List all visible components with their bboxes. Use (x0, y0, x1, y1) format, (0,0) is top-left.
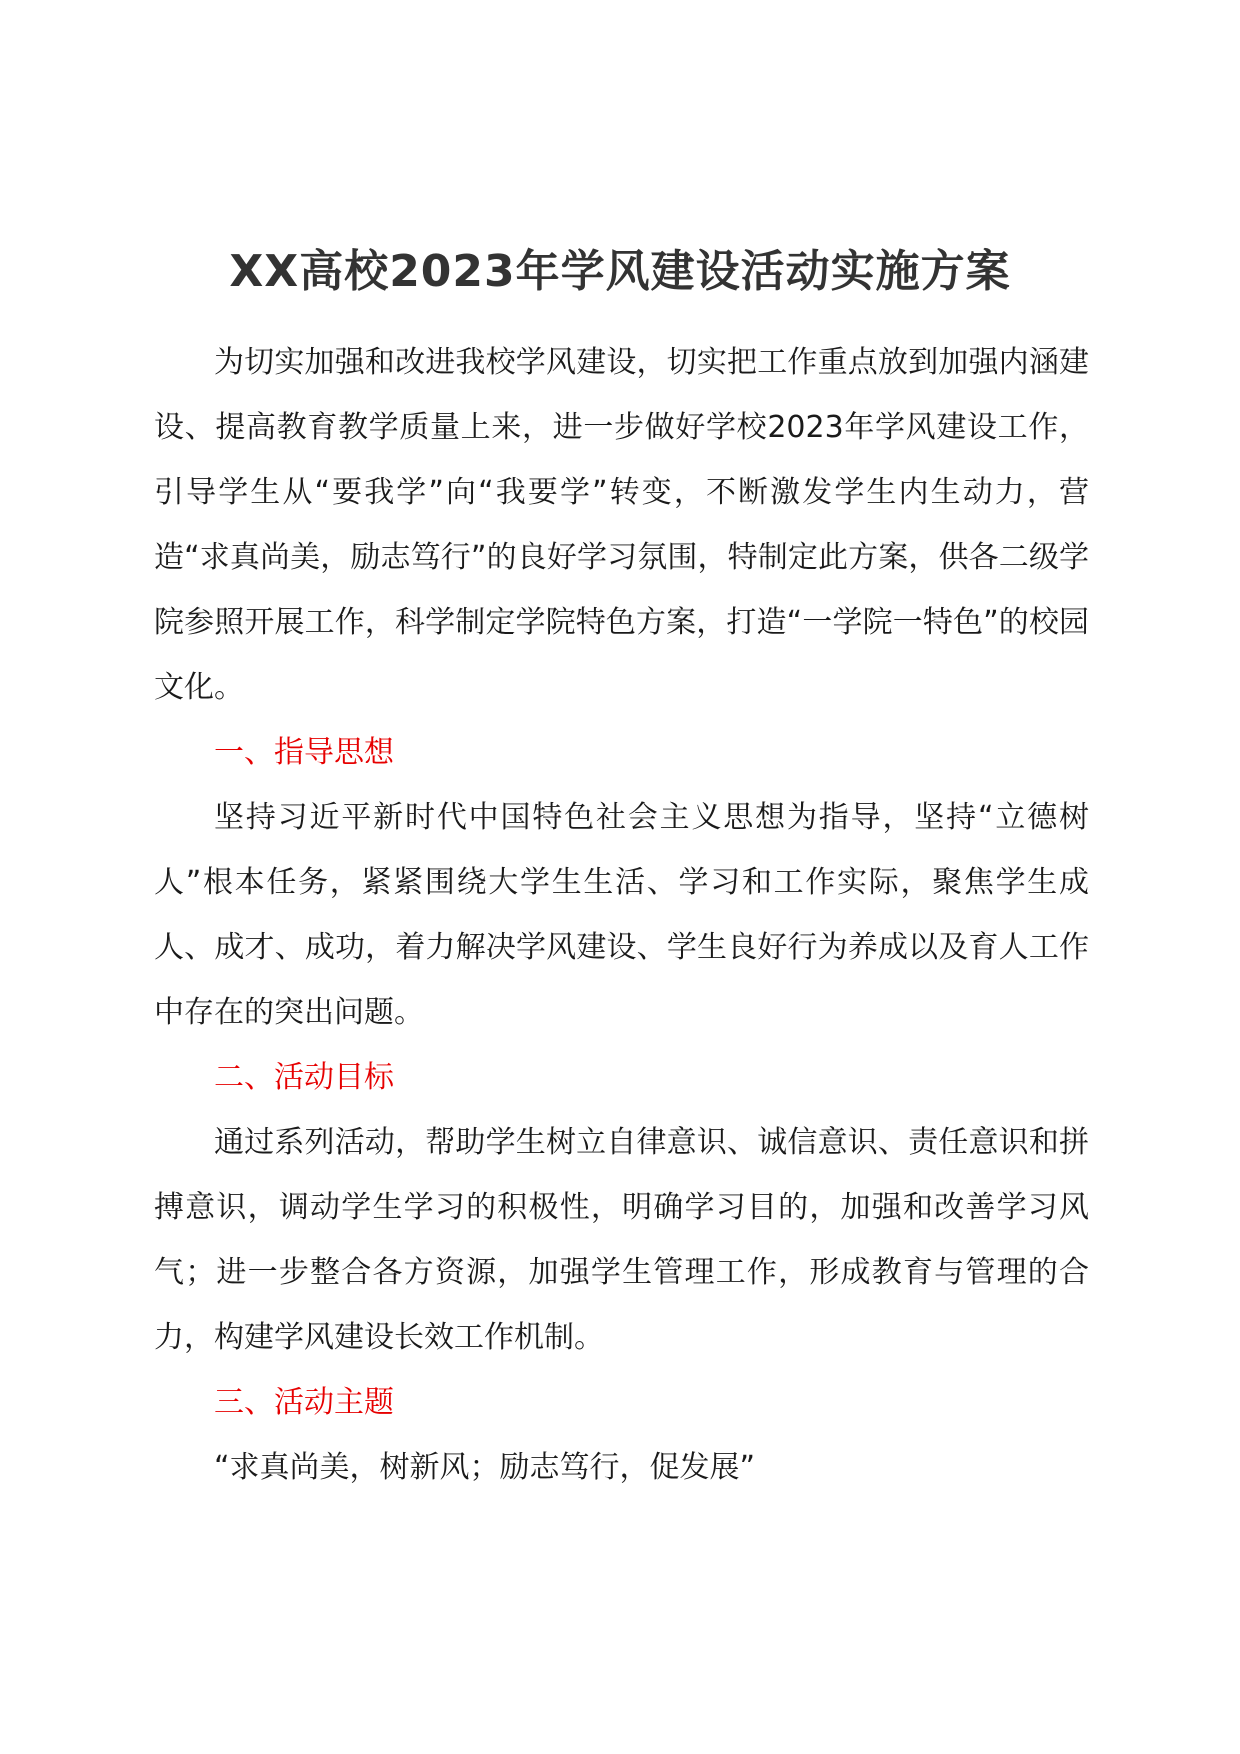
section-heading-activity-goals: 二、活动目标 (214, 1060, 394, 1095)
intro-paragraph: 为切实加强和改进我校学风建设，切实把工作重点放到加强内涵建设、提高教育教学质量上来，进一步做好学校2023年学风建设工作，引导学生从“要我学”向“我要学”转变，不断激发学生内生动力，营造“求真尚美，励志笃行”的良好学习氛围，特制定此方案，供各二级学院参照开展工作，科学制定学院特色方案，打造“一学院一特色”的校园文化。 (154, 345, 1089, 705)
document-title: XX高校2023年学风建设活动实施方案 (229, 246, 1011, 297)
section-heading-guiding-ideology: 一、指导思想 (214, 735, 394, 770)
section-body-activity-theme: “求真尚美，树新风；励志笃行，促发展” (214, 1450, 756, 1485)
section-heading-activity-theme: 三、活动主题 (214, 1385, 394, 1420)
section-body-activity-goals: 通过系列活动，帮助学生树立自律意识、诚信意识、责任意识和拼搏意识，调动学生学习的积极性，明确学习目的，加强和改善学习风气；进一步整合各方资源，加强学生管理工作，形成教育与管理的合力，构建学风建设长效工作机制。 (154, 1125, 1089, 1355)
section-body-guiding-ideology: 坚持习近平新时代中国特色社会主义思想为指导，坚持“立德树人”根本任务，紧紧围绕大学生生活、学习和工作实际，聚焦学生成人、成才、成功，着力解决学风建设、学生良好行为养成以及育人工作中存在的突出问题。 (154, 800, 1089, 1030)
document-body (154, 330, 1089, 1500)
